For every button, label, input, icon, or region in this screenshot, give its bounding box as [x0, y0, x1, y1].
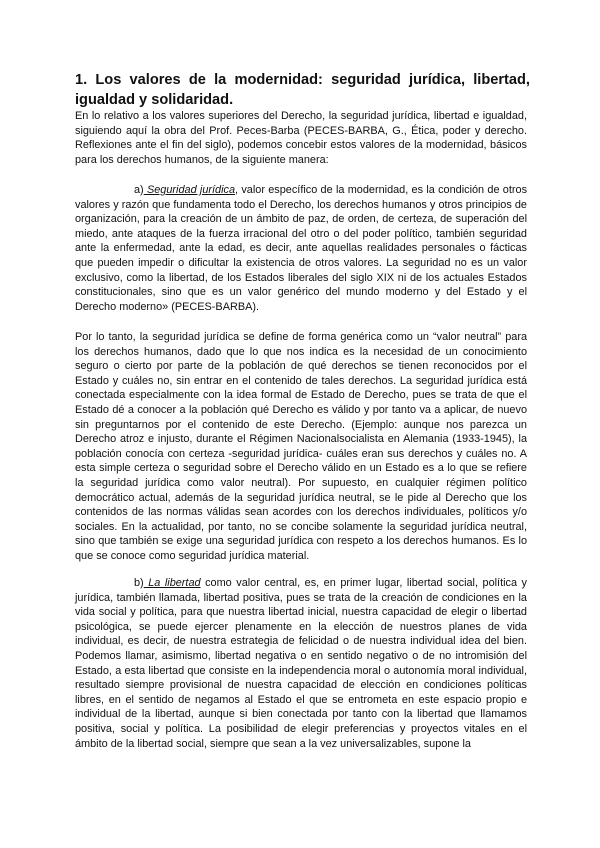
section-b-text: como valor central, es, en primer lugar, libertad social, política y jurídica, también llamada, libertad positiva, pues se trata de la creación de condiciones en la vida social y política, para que nuestra libertad inicial, nuestra capacidad de elegir o libertad psicológica, se puede ejercer plenamente en la elección de nuestros planes de vida individual, es decir, de nuestra estrategia de felicidad o de nuestra individual idea del bien. Podemos llamar, asimismo, libertad negativa o en sentido negativo o de no intromisión del Estado, a esta libertad que consiste en la independencia moral o autonomía moral individual, resultado siempre provisional de nuestra capacidad de elección en condiciones políticas libres, en el sentido de negamos al Estado el que se entrometa en este espacio propio e individual de la libertad, aunque si bien conectada por tanto con la libertad que llamamos positiva, social y política. La posibilidad de elegir preferencias y proyectos vitales en el ámbito de la libertad social, siempre que sean a la vez universalizables, supone la [75, 577, 527, 750]
section-b-marker: b) [134, 577, 144, 589]
intro-paragraph: En lo relativo a los valores superiores del Derecho, la seguridad jurídica, libertad e igualdad, siguiendo aquí la obra del Prof. Peces-Barba (PECES-BARBA, G., Ética, poder y derecho. Reflexiones ante el fin del siglo), podemos concebir estos valores de la modernidad, básicos para los derechos humanos, de la siguiente manera: [75, 110, 527, 166]
section-b-label: La libertad [143, 577, 201, 589]
section-a-label: Seguridad jurídica [143, 184, 236, 196]
section-heading: 1. Los valores de la modernidad: seguridad jurídica, libertad, igualdad y solidaridad. [75, 72, 530, 108]
section-a-marker: a) [134, 184, 144, 196]
section-a-text: , valor específico de la modernidad, es la condición de otros valores y razón que fundamenta todo el Derecho, los derechos humanos y otros principios de organización, para la creación de un ámbito de paz, de orden, de certeza, de superación del miedo, ante ataques de la fuerza irracional del otro o del poder político, también seguridad ante la enfermedad, ante la edad, es decir, ante aquellas realidades personales o fácticas que pueden impedir o dificultar la existencia de otros valores. La seguridad no es un valor exclusivo, como la libertad, de los Estados liberales del siglo XIX ni de los actuales Estados constitucionales, sino que es un valor genérico del mundo moderno y del Estado y el Derecho moderno» (PECES-BARBA). [75, 184, 528, 313]
paragraph-seguridad-neutral: Por lo tanto, la seguridad jurídica se define de forma genérica como un “valor neutral” para los derechos humanos, dado que lo que nos indica es la necesidad de un conocimiento seguro o cierto por parte de la población de qué derechos se tienen reconocidos por el Estado y cuáles no, sin entrar en el contenido de tales derechos. La seguridad jurídica está conectada especialmente con la idea formal de Estado de Derecho, pues se trata de que el Estado dé a conocer a la población qué Derecho es válido y por tanto va a aplicar, de nuevo sin preguntarnos por el contenido de este Derecho. (Ejemplo: aunque nos parezca un Derecho atroz e injusto, durante el Régimen Nacionalsocialista en Alemania (1933-1945), la población conocía con certeza -seguridad jurídica- cuáles eran sus derechos y cuáles no. A esta simple certeza o seguridad sobre el Derecho válido en un Estado es a lo que se refiere la seguridad jurídica como valor neutral). Por supuesto, en cualquier régimen político democrático actual, además de la seguridad jurídica neutral, se le pide al Derecho que los contenidos de las normas válidas sean acordes con los derechos individuales, políticos y/o sociales. En la actualidad, por tanto, no se concibe solamente la seguridad jurídica neutral, sino que también se exige una seguridad jurídica con respeto a los derechos humanos. Es lo que se conoce como seguridad jurídica material. [75, 331, 527, 562]
paragraph-libertad [75, 576, 527, 751]
paragraph-seguridad [75, 183, 527, 314]
